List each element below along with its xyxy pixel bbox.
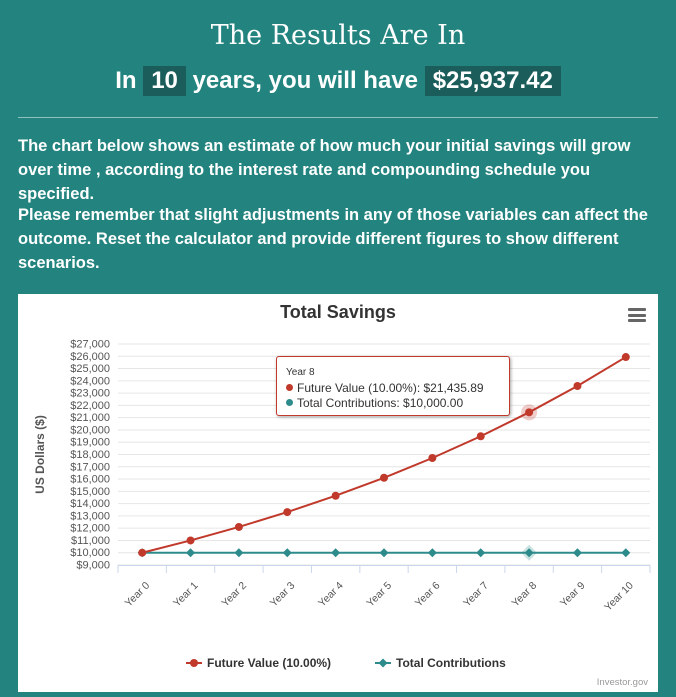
x-tick-label: Year 1: [170, 579, 201, 610]
divider: [18, 117, 658, 118]
y-tick-label: $14,000: [70, 498, 110, 511]
x-tick-label: Year 0: [122, 579, 153, 610]
data-point: [187, 536, 195, 544]
x-tick-label: Year 4: [316, 579, 346, 610]
y-tick-label: $11,000: [71, 534, 110, 547]
y-tick-label: $12,000: [70, 522, 110, 535]
y-tick-label: $16,000: [70, 473, 110, 486]
data-point: [331, 548, 340, 557]
tooltip-line-contrib: [286, 396, 500, 411]
tooltip-marker-future: [286, 384, 293, 391]
x-tick-label: Year 2: [219, 579, 250, 610]
data-point: [332, 492, 340, 500]
y-tick-label: $23,000: [70, 387, 110, 400]
y-axis-title: US Dollars ($): [33, 415, 47, 494]
y-tick-label: $9,000: [76, 559, 110, 572]
legend-item[interactable]: [186, 656, 331, 670]
results-summary: [0, 66, 676, 96]
data-point: [235, 523, 243, 531]
x-tick-label: Year 8: [509, 579, 540, 610]
y-tick-label: $21,000: [70, 412, 110, 425]
data-point: [622, 353, 630, 361]
data-point: [283, 508, 291, 516]
data-point: [621, 548, 630, 557]
x-tick-label: Year 7: [461, 579, 491, 610]
data-point: [525, 408, 533, 416]
legend-marker: [379, 659, 388, 668]
summary-middle: years, you will have: [192, 67, 419, 94]
x-tick-label: Year 6: [412, 579, 443, 610]
chart-title: Total Savings: [280, 302, 396, 322]
data-point: [476, 548, 485, 557]
y-tick-label: $19,000: [70, 436, 110, 449]
data-point: [428, 454, 436, 462]
results-title: The Results Are In: [210, 20, 466, 51]
x-tick-label: Year 10: [602, 579, 636, 614]
tooltip-future-text: Future Value (10.00%): $21,435.89: [297, 381, 484, 395]
data-point: [234, 548, 243, 557]
x-tick-label: Year 3: [267, 579, 298, 610]
legend-label: Total Contributions: [396, 656, 506, 670]
y-tick-label: $26,000: [70, 350, 110, 363]
y-tick-label: $20,000: [70, 424, 110, 437]
data-point: [428, 548, 437, 557]
chart-container: [18, 294, 658, 692]
total-savings-chart: [18, 294, 658, 692]
x-tick-label: Year 9: [557, 579, 588, 610]
years-value: 10: [143, 66, 186, 96]
x-tick-label: Year 5: [364, 579, 395, 610]
y-tick-label: $13,000: [70, 510, 110, 523]
data-point: [186, 548, 195, 557]
legend-item[interactable]: [375, 656, 506, 670]
y-tick-label: $10,000: [70, 547, 110, 560]
chart-legend: [186, 656, 506, 670]
y-tick-label: $17,000: [70, 461, 110, 474]
data-point: [380, 548, 389, 557]
tooltip-contrib-text: Total Contributions: $10,000.00: [297, 396, 464, 410]
legend-marker: [190, 659, 198, 667]
summary-prefix: In: [115, 67, 137, 94]
data-point: [477, 432, 485, 440]
chart-tooltip: [276, 356, 510, 416]
legend-label: Future Value (10.00%): [207, 656, 332, 670]
tooltip-marker-contrib: [286, 399, 293, 406]
y-tick-label: $25,000: [70, 363, 110, 376]
y-tick-label: $27,000: [70, 338, 110, 351]
tooltip-line-future: [286, 381, 500, 396]
data-point: [573, 382, 581, 390]
future-amount: $25,937.42: [425, 66, 561, 96]
adjustment-note: Please remember that slight adjustments in any of those variables can affect the outcome. Reset the calculator and provide different figures to show different scenarios.: [18, 206, 648, 272]
y-tick-label: $18,000: [70, 449, 110, 461]
hamburger-menu-icon[interactable]: [628, 308, 646, 322]
data-point: [573, 548, 582, 557]
data-point: [380, 474, 388, 482]
tooltip-header: Year 8: [286, 367, 315, 378]
y-tick-label: $15,000: [70, 485, 110, 498]
chart-explanation: The chart below shows an estimate of how much your initial savings will grow over time , according to the interest rate and compounding schedule you specified.: [18, 137, 631, 203]
chart-credit[interactable]: Investor.gov: [596, 677, 648, 688]
y-tick-label: $24,000: [70, 375, 110, 388]
data-point: [283, 548, 292, 557]
data-point: [138, 549, 146, 557]
y-tick-label: $22,000: [70, 399, 110, 412]
